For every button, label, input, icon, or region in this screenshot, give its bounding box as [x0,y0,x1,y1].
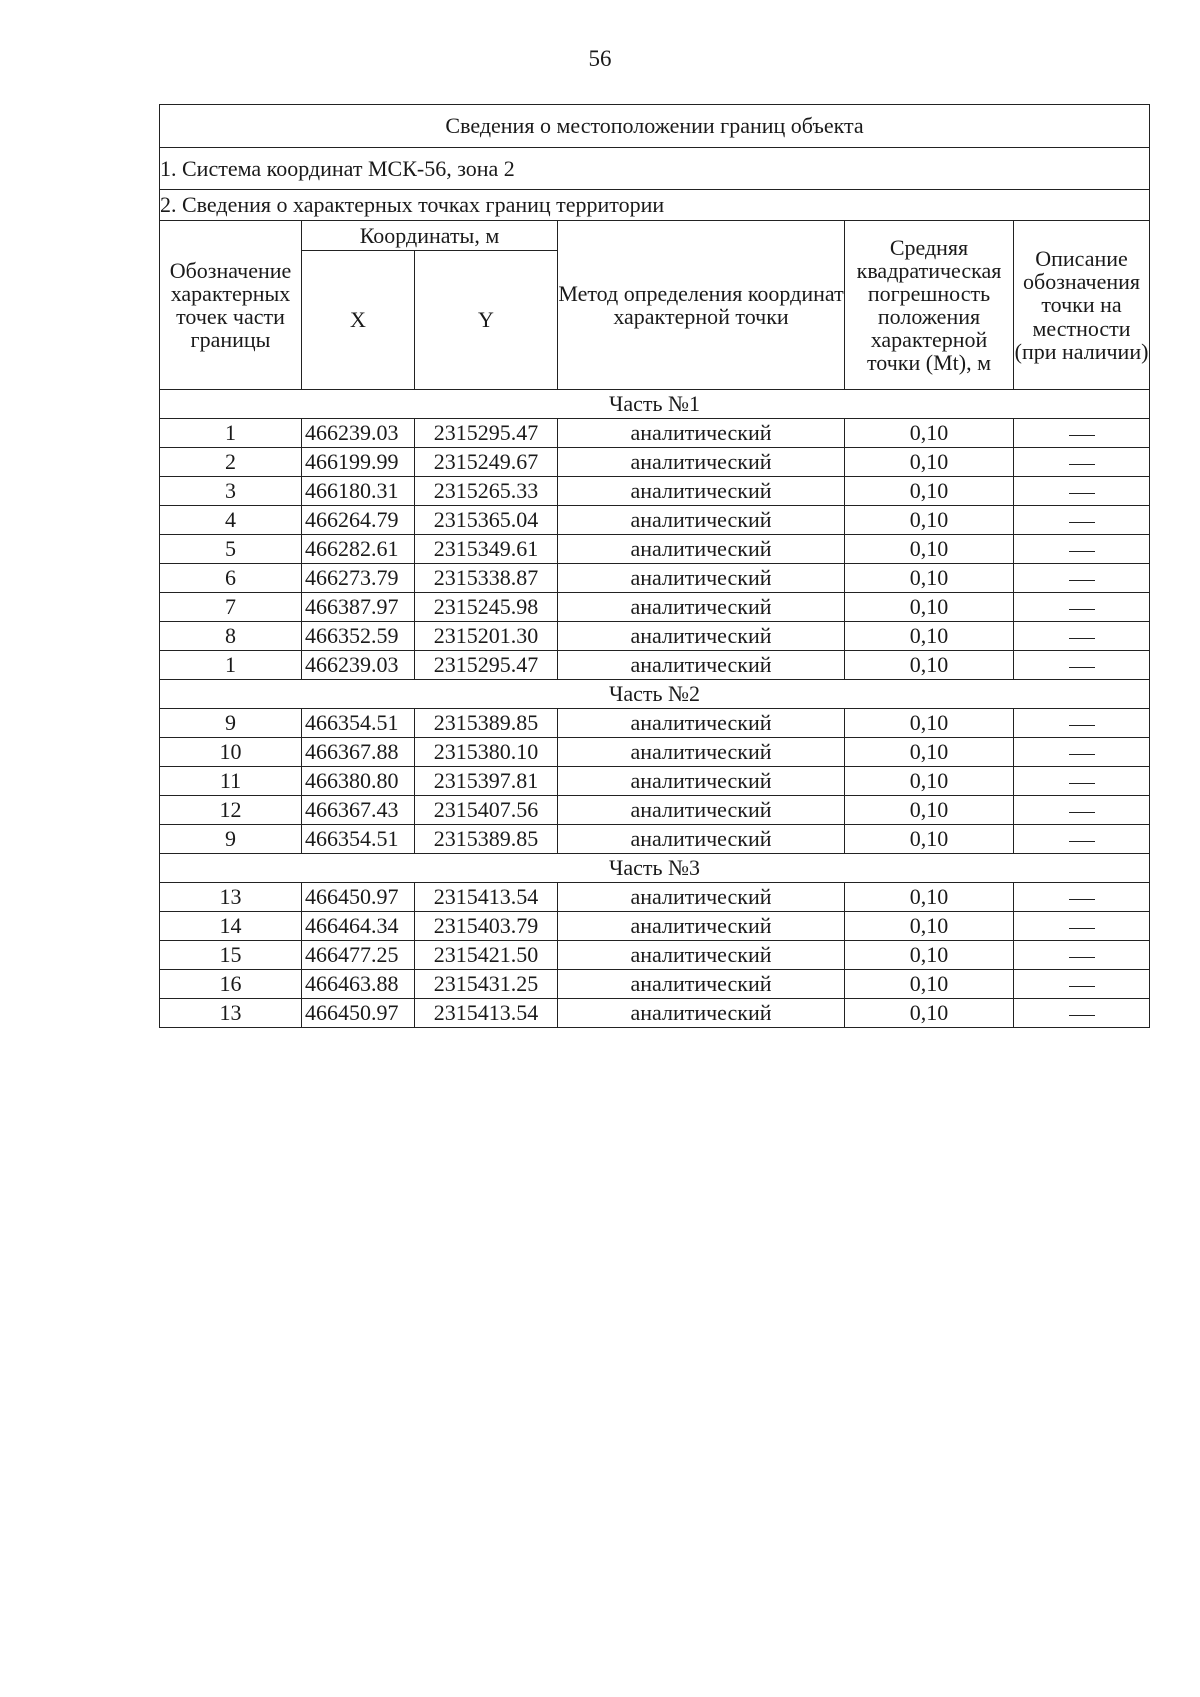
x-coordinate-cell: 466282.61 [302,535,415,564]
dash-mark [1069,1015,1095,1016]
point-number-cell: 4 [160,506,302,535]
header-designation: Обозначение характерных точек части границы [160,221,302,390]
point-number-cell: 9 [160,825,302,854]
y-coordinate-cell: 2315421.50 [415,941,558,970]
description-cell [1014,796,1150,825]
table-row [160,883,1150,912]
y-coordinate-cell: 2315365.04 [415,506,558,535]
method-cell: аналитический [558,448,845,477]
x-coordinate-cell: 466463.88 [302,970,415,999]
error-cell: 0,10 [845,796,1014,825]
part-row [160,390,1150,419]
table-row [160,622,1150,651]
y-coordinate-cell: 2315407.56 [415,796,558,825]
y-coordinate-cell: 2315397.81 [415,767,558,796]
error-cell: 0,10 [845,883,1014,912]
method-cell: аналитический [558,883,845,912]
point-number-cell: 1 [160,419,302,448]
header-x: X [302,251,415,390]
part-row [160,680,1150,709]
x-coordinate-cell: 466477.25 [302,941,415,970]
table-row [160,419,1150,448]
x-coordinate-cell: 466352.59 [302,622,415,651]
method-cell: аналитический [558,593,845,622]
header-description: Описание обозначения точки на местности (при наличии) [1014,221,1150,390]
part-title: Часть №3 [160,854,1150,883]
header-y: Y [415,251,558,390]
description-cell [1014,593,1150,622]
y-coordinate-cell: 2315349.61 [415,535,558,564]
description-cell [1014,651,1150,680]
point-number-cell: 3 [160,477,302,506]
table-row [160,506,1150,535]
x-coordinate-cell: 466239.03 [302,419,415,448]
dash-mark [1069,580,1095,581]
point-number-cell: 6 [160,564,302,593]
error-cell: 0,10 [845,593,1014,622]
y-coordinate-cell: 2315413.54 [415,999,558,1028]
dash-mark [1069,725,1095,726]
x-coordinate-cell: 466380.80 [302,767,415,796]
coord-system-row [160,148,1150,190]
y-coordinate-cell: 2315265.33 [415,477,558,506]
dash-mark [1069,812,1095,813]
x-coordinate-cell: 466367.88 [302,738,415,767]
error-cell: 0,10 [845,564,1014,593]
x-coordinate-cell: 466464.34 [302,912,415,941]
y-coordinate-cell: 2315245.98 [415,593,558,622]
description-cell [1014,535,1150,564]
x-coordinate-cell: 466450.97 [302,999,415,1028]
description-cell [1014,825,1150,854]
part-row [160,854,1150,883]
point-number-cell: 14 [160,912,302,941]
description-cell [1014,941,1150,970]
method-cell: аналитический [558,970,845,999]
table-row [160,767,1150,796]
table-row [160,448,1150,477]
dash-mark [1069,638,1095,639]
description-cell [1014,738,1150,767]
method-cell: аналитический [558,477,845,506]
point-number-cell: 8 [160,622,302,651]
x-coordinate-cell: 466354.51 [302,825,415,854]
dash-mark [1069,783,1095,784]
method-cell: аналитический [558,767,845,796]
points-info-row [160,190,1150,221]
x-coordinate-cell: 466387.97 [302,593,415,622]
point-number-cell: 10 [160,738,302,767]
header-error: Средняя квадратическая погрешность положения характерной точки (Mt), м [845,221,1014,390]
part-title: Часть №2 [160,680,1150,709]
error-cell: 0,10 [845,419,1014,448]
error-cell: 0,10 [845,477,1014,506]
description-cell [1014,477,1150,506]
description-cell [1014,999,1150,1028]
table-row [160,796,1150,825]
table-row [160,825,1150,854]
point-number-cell: 1 [160,651,302,680]
error-cell: 0,10 [845,970,1014,999]
points-info-label: 2. Сведения о характерных точках границ территории [160,190,1150,221]
description-cell [1014,506,1150,535]
page-number: 56 [588,46,612,71]
description-cell [1014,564,1150,593]
dash-mark [1069,754,1095,755]
dash-mark [1069,551,1095,552]
x-coordinate-cell: 466354.51 [302,709,415,738]
dash-mark [1069,986,1095,987]
header-coordinates: Координаты, м [302,221,558,251]
error-cell: 0,10 [845,622,1014,651]
point-number-cell: 9 [160,709,302,738]
y-coordinate-cell: 2315295.47 [415,419,558,448]
boundary-points-table [159,104,1150,1028]
table-row [160,593,1150,622]
dash-mark [1069,609,1095,610]
dash-mark [1069,841,1095,842]
method-cell: аналитический [558,825,845,854]
table-row [160,999,1150,1028]
error-cell: 0,10 [845,999,1014,1028]
y-coordinate-cell: 2315389.85 [415,709,558,738]
header-row [160,221,1150,251]
table-row [160,941,1150,970]
x-coordinate-cell: 466180.31 [302,477,415,506]
dash-mark [1069,957,1095,958]
y-coordinate-cell: 2315338.87 [415,564,558,593]
x-coordinate-cell: 466199.99 [302,448,415,477]
method-cell: аналитический [558,419,845,448]
y-coordinate-cell: 2315249.67 [415,448,558,477]
table-row [160,738,1150,767]
coord-system-label: 1. Система координат МСК-56, зона 2 [160,148,1150,190]
dash-mark [1069,899,1095,900]
point-number-cell: 5 [160,535,302,564]
y-coordinate-cell: 2315431.25 [415,970,558,999]
y-coordinate-cell: 2315295.47 [415,651,558,680]
error-cell: 0,10 [845,825,1014,854]
description-cell [1014,419,1150,448]
y-coordinate-cell: 2315403.79 [415,912,558,941]
header-method: Метод определения координат характерной точки [558,221,845,390]
error-cell: 0,10 [845,912,1014,941]
description-cell [1014,709,1150,738]
error-cell: 0,10 [845,535,1014,564]
table-body [160,105,1150,1028]
method-cell: аналитический [558,564,845,593]
method-cell: аналитический [558,651,845,680]
point-number-cell: 11 [160,767,302,796]
dash-mark [1069,667,1095,668]
method-cell: аналитический [558,912,845,941]
error-cell: 0,10 [845,506,1014,535]
error-cell: 0,10 [845,448,1014,477]
description-cell [1014,970,1150,999]
table-title-row [160,105,1150,148]
x-coordinate-cell: 466367.43 [302,796,415,825]
x-coordinate-cell: 466239.03 [302,651,415,680]
y-coordinate-cell: 2315201.30 [415,622,558,651]
method-cell: аналитический [558,535,845,564]
method-cell: аналитический [558,506,845,535]
table-row [160,651,1150,680]
point-number-cell: 15 [160,941,302,970]
description-cell [1014,912,1150,941]
error-cell: 0,10 [845,941,1014,970]
error-cell: 0,10 [845,738,1014,767]
error-cell: 0,10 [845,651,1014,680]
description-cell [1014,883,1150,912]
dash-mark [1069,435,1095,436]
dash-mark [1069,493,1095,494]
method-cell: аналитический [558,709,845,738]
method-cell: аналитический [558,941,845,970]
part-title: Часть №1 [160,390,1150,419]
method-cell: аналитический [558,999,845,1028]
error-cell: 0,10 [845,767,1014,796]
method-cell: аналитический [558,622,845,651]
x-coordinate-cell: 466273.79 [302,564,415,593]
point-number-cell: 12 [160,796,302,825]
y-coordinate-cell: 2315380.10 [415,738,558,767]
description-cell [1014,622,1150,651]
dash-mark [1069,464,1095,465]
dash-mark [1069,928,1095,929]
method-cell: аналитический [558,796,845,825]
table-row [160,709,1150,738]
table-row [160,564,1150,593]
x-coordinate-cell: 466450.97 [302,883,415,912]
table-row [160,477,1150,506]
method-cell: аналитический [558,738,845,767]
description-cell [1014,448,1150,477]
x-coordinate-cell: 466264.79 [302,506,415,535]
table-title: Сведения о местоположении границ объекта [160,105,1150,148]
point-number-cell: 2 [160,448,302,477]
y-coordinate-cell: 2315413.54 [415,883,558,912]
point-number-cell: 13 [160,999,302,1028]
point-number-cell: 7 [160,593,302,622]
description-cell [1014,767,1150,796]
dash-mark [1069,522,1095,523]
table-row [160,970,1150,999]
table-row [160,912,1150,941]
error-cell: 0,10 [845,709,1014,738]
table-row [160,535,1150,564]
point-number-cell: 13 [160,883,302,912]
point-number-cell: 16 [160,970,302,999]
y-coordinate-cell: 2315389.85 [415,825,558,854]
